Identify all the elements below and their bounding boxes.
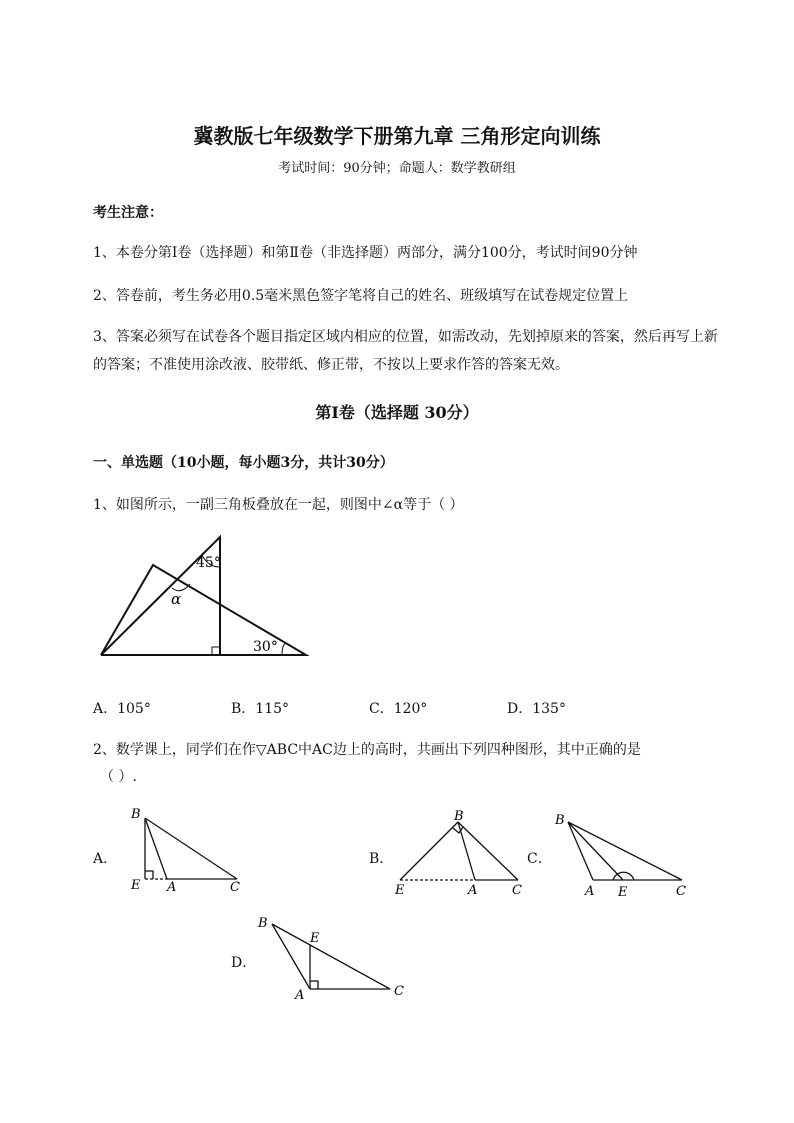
q2-figure-b — [390, 800, 535, 900]
q2c-label-c: C — [676, 884, 686, 899]
page-subtitle: 考试时间：90分钟；命题人：数学教研组 — [278, 161, 516, 176]
q2-figure-a — [120, 800, 260, 900]
notice-item-3: 3、答案必须写在试卷各个题目指定区域内相应的位置，如需改动，先划掉原来的答案，然后再写上新 — [93, 329, 718, 345]
q2d-label-e: E — [310, 931, 320, 946]
q2a-label-c: C — [230, 880, 240, 895]
notice-item-1: 1、本卷分第Ⅰ卷（选择题）和第Ⅱ卷（非选择题）两部分，满分100分，考试时间90分钟 — [93, 245, 638, 261]
notice-item-2: 2、答卷前，考生务必用0.5毫米黑色签字笔将自己的姓名、班级填写在试卷规定位置上 — [93, 288, 629, 304]
notice-heading: 考生注意： — [93, 205, 163, 221]
q1-option-d[interactable]: D．135° — [507, 701, 566, 717]
q2b-label-c: C — [512, 883, 522, 898]
q2-option-b-label[interactable]: B． — [369, 851, 394, 867]
q2a-label-e: E — [131, 878, 141, 893]
q2b-label-a: A — [468, 883, 478, 898]
q1-label-30: 30° — [253, 639, 278, 655]
q2d-label-b: B — [258, 916, 268, 931]
q2d-label-c: C — [394, 984, 404, 999]
section-title: 第Ⅰ卷（选择题 30分） — [315, 403, 479, 422]
q2-option-a-label[interactable]: A． — [93, 851, 118, 867]
q1-option-c[interactable]: C．120° — [369, 701, 428, 717]
q2c-label-e: E — [618, 885, 628, 900]
q1-label-alpha: α — [171, 590, 182, 608]
q2c-label-a: A — [585, 884, 595, 899]
q2d-label-a: A — [295, 988, 305, 1003]
q1-stem: 1、如图所示，一副三角板叠放在一起，则图中∠α等于（ ） — [93, 497, 464, 513]
part-title: 一、单选题（10小题，每小题3分，共计30分） — [93, 455, 394, 471]
q2-figure-c — [550, 808, 700, 903]
q2-option-d-label[interactable]: D． — [231, 955, 257, 971]
q2-option-c-label[interactable]: C． — [527, 851, 552, 867]
q1-option-a[interactable]: A．105° — [93, 701, 151, 717]
q2a-label-b: B — [131, 807, 141, 822]
q2b-label-b: B — [454, 809, 464, 824]
q2-figure-d — [250, 910, 420, 1005]
q2c-label-b: B — [555, 813, 565, 828]
notice-item-3-cont: 的答案；不准使用涂改液、胶带纸、修正带，不按以上要求作答的答案无效。 — [93, 357, 569, 373]
q1-figure — [95, 530, 315, 665]
q2a-label-a: A — [167, 880, 177, 895]
q2-stem: 2、数学课上，同学们在作▽ABC中AC边上的高时，共画出下列四种图形，其中正确的是 — [93, 742, 641, 758]
page-title: 冀教版七年级数学下册第九章 三角形定向训练 — [193, 124, 601, 148]
q2-stem-cont: （ ）. — [100, 769, 137, 785]
q1-label-45: 45° — [196, 555, 221, 571]
q1-option-b[interactable]: B．115° — [231, 701, 290, 717]
q2b-label-e: E — [395, 883, 405, 898]
